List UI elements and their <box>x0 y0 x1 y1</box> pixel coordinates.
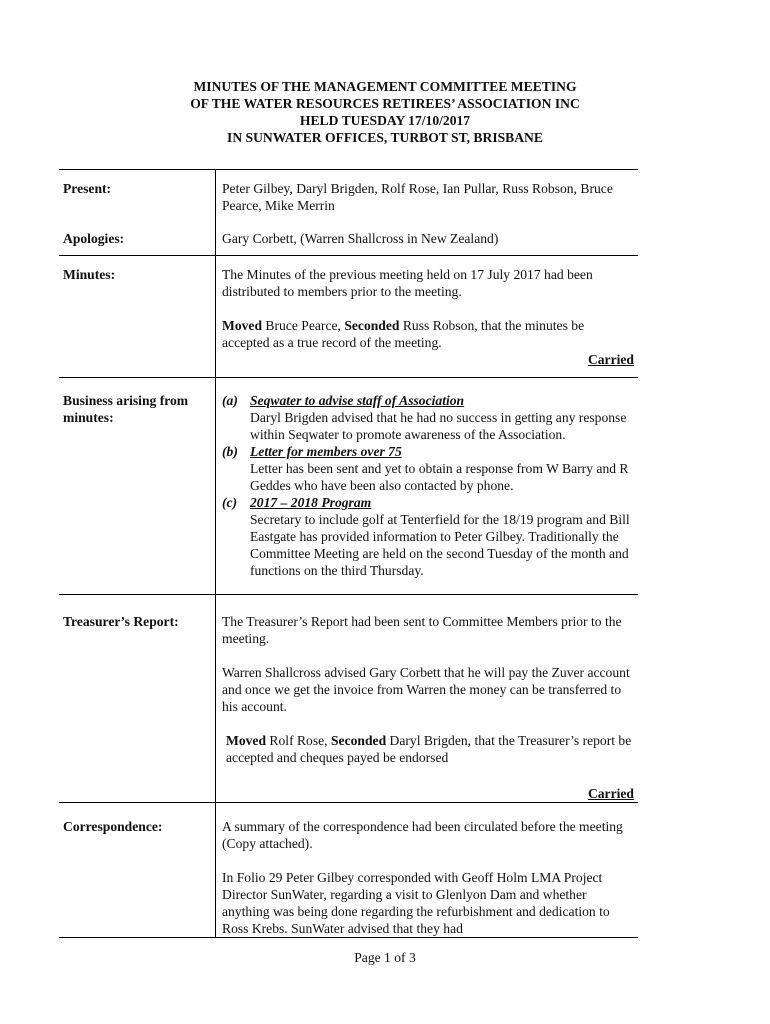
minutes-content <box>216 256 639 378</box>
minutes-para-1: The Minutes of the previous meeting held on 17 July 2017 had been distributed to members prior to the meeting. <box>222 267 593 299</box>
list-item: (b) Letter for members over 75 Letter has been sent and yet to obtain a response from W Barry and R Geddes who have been also contacted by phone. <box>222 444 629 493</box>
minutes-label: Minutes: <box>59 256 216 378</box>
minutes-motion: Moved Bruce Pearce, Seconded Russ Robson, that the minutes be accepted as a true record of the meeting. <box>222 318 585 350</box>
row-business <box>59 378 638 595</box>
title-line-2: OF THE WATER RESOURCES RETIREES’ ASSOCIATION INC <box>190 96 580 111</box>
row-minutes <box>59 256 638 378</box>
correspondence-content <box>216 803 639 938</box>
title-line-4: IN SUNWATER OFFICES, TURBOT ST, BRISBANE <box>227 130 543 145</box>
business-label: Business arising from minutes: <box>59 378 216 595</box>
row-correspondence <box>59 803 638 938</box>
business-content <box>216 378 639 595</box>
document-title <box>0 78 770 146</box>
apologies-text: Gary Corbett, (Warren Shallcross in New Zealand) <box>222 231 499 246</box>
title-line-3: HELD TUESDAY 17/10/2017 <box>299 113 471 128</box>
minutes-carried: Carried <box>587 352 634 367</box>
row-apologies <box>59 214 638 256</box>
page-number: Page 1 of 3 <box>354 950 416 965</box>
correspondence-label: Correspondence: <box>59 803 216 938</box>
present-label: Present: <box>59 170 216 215</box>
present-text: Peter Gilbey, Daryl Brigden, Rolf Rose, Ian Pullar, Russ Robson, Bruce Pearce, Mike Merrin <box>216 170 639 215</box>
treasurer-label: Treasurer’s Report: <box>59 595 216 803</box>
minutes-table <box>59 169 638 938</box>
correspondence-para-1: A summary of the correspondence had been circulated before the meeting (Copy attached). <box>222 819 623 851</box>
apologies-label: Apologies: <box>59 214 216 256</box>
list-item: (c) 2017 – 2018 Program Secretary to include golf at Tenterfield for the 18/19 program and Bill Eastgate has provided information to Peter Gilbey. Traditionally the Committee Meeting are held on the second Tuesday of the month and functions on the third Thursday. <box>222 495 630 578</box>
treasurer-para-1: The Treasurer’s Report had been sent to Committee Members prior to the meeting. <box>222 614 622 646</box>
correspondence-para-2: In Folio 29 Peter Gilbey corresponded with Geoff Holm LMA Project Director SunWater, regarding a visit to Glenlyon Dam and whether anything was being done regarding the refurbishment and dedication to Ross Krebs. SunWater advised that they had <box>222 870 610 936</box>
row-present <box>59 170 638 215</box>
list-item: (a) Seqwater to advise staff of Association Daryl Brigden advised that he had no success in getting any response within Seqwater to promote awareness of the Association. <box>222 393 627 442</box>
treasurer-motion: Moved Rolf Rose, Seconded Daryl Brigden, that the Treasurer’s report be accepted and cheques payed be endorsed <box>226 733 632 765</box>
business-items <box>222 392 634 579</box>
treasurer-para-2: Warren Shallcross advised Gary Corbett that he will pay the Zuver account and once we get the invoice from Warren the money can be transferred to his account. <box>222 665 630 714</box>
row-treasurer <box>59 595 638 803</box>
title-line-1: MINUTES OF THE MANAGEMENT COMMITTEE MEETING <box>193 79 577 94</box>
treasurer-carried: Carried <box>587 786 634 801</box>
treasurer-content <box>216 595 639 803</box>
